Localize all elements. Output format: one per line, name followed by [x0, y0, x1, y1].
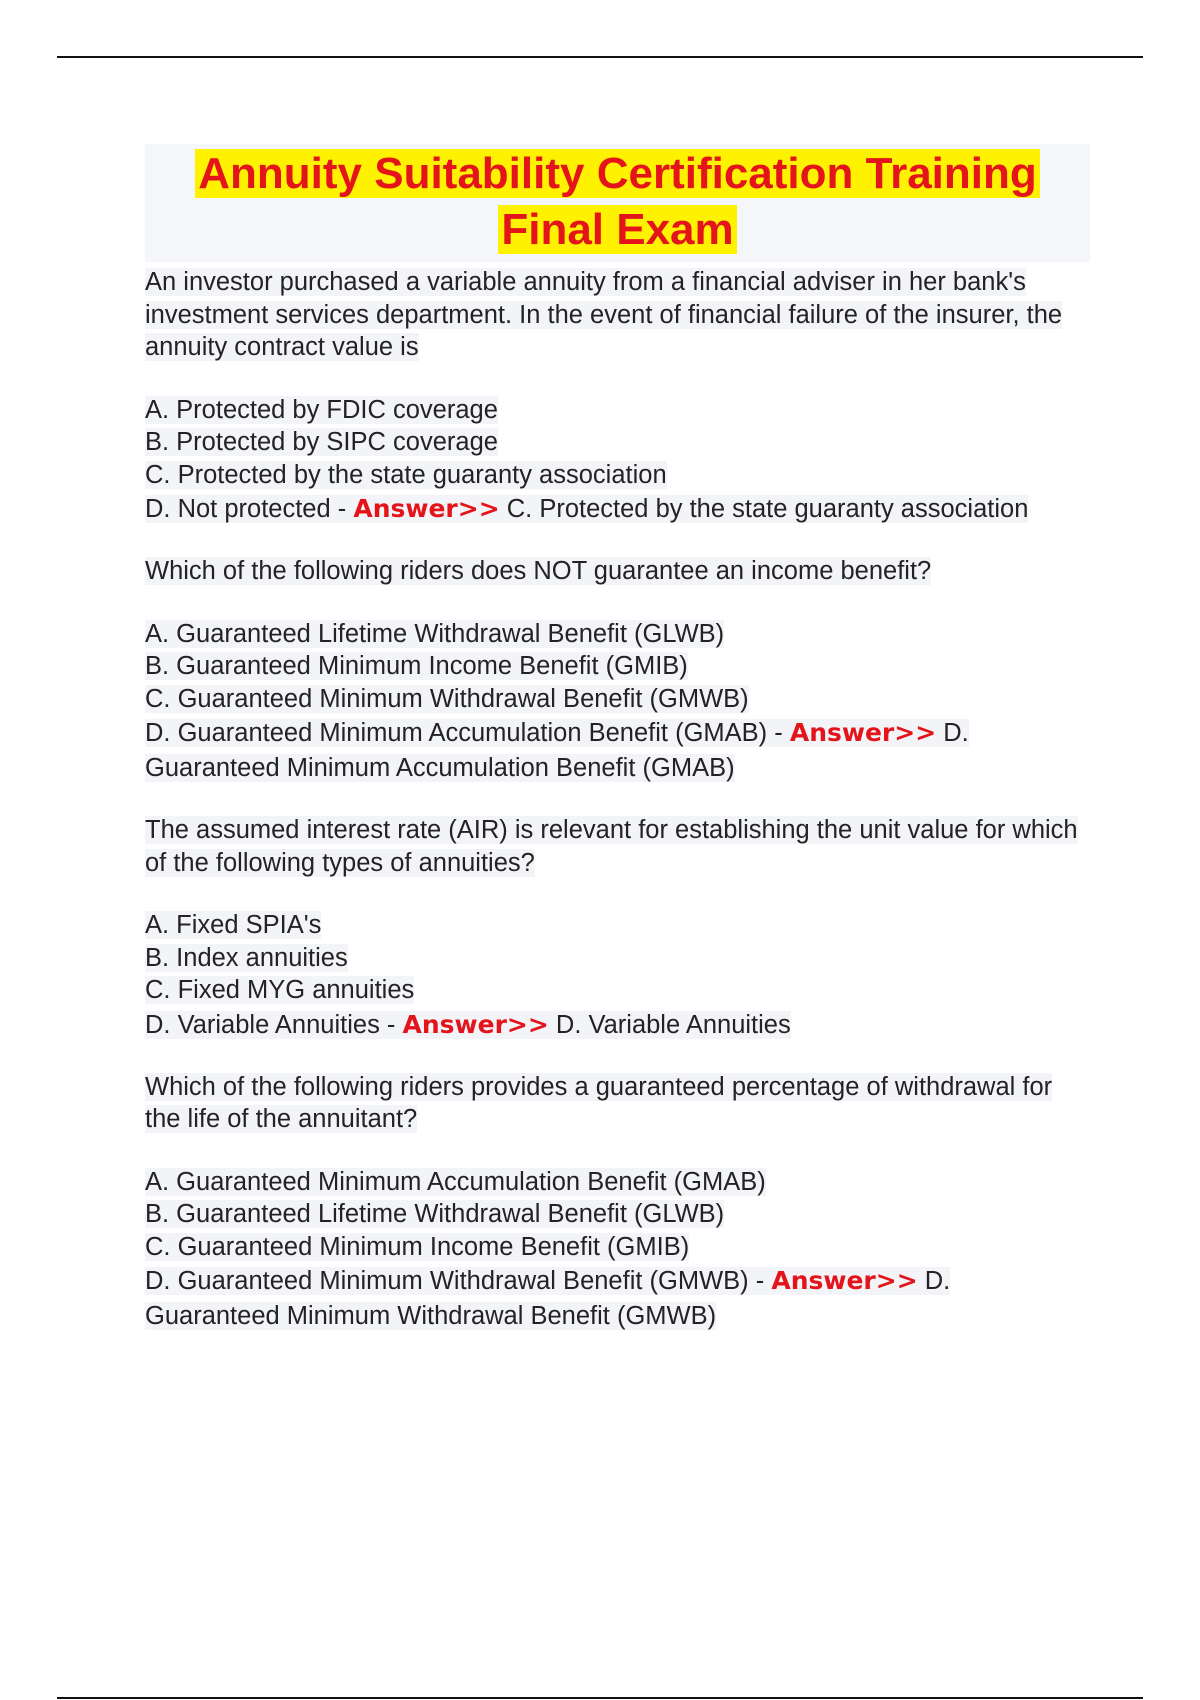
answer-label: Answer>>: [402, 1009, 549, 1039]
option-c: C. Guaranteed Minimum Withdrawal Benefit (GMWB): [145, 684, 749, 713]
question-text: The assumed interest rate (AIR) is relevant for establishing the unit value for which of the following types of annuities?: [145, 816, 1078, 877]
option-a: A. Guaranteed Minimum Accumulation Benefit (GMAB): [145, 1167, 766, 1196]
document-body: [145, 144, 1090, 1362]
option-b: B. Guaranteed Minimum Income Benefit (GMIB): [145, 652, 688, 680]
question-block-3: [145, 814, 1090, 1043]
bottom-rule: [57, 1697, 1143, 1699]
answer-text: D. Variable Annuities: [555, 1010, 791, 1039]
question-block-2: [145, 555, 1090, 786]
option-c: C. Guaranteed Minimum Income Benefit (GMIB): [145, 1232, 690, 1261]
option-d: D. Guaranteed Minimum Withdrawal Benefit (GMWB) -: [145, 1267, 765, 1295]
answer-label: Answer>>: [353, 494, 500, 523]
answer-label: Answer>>: [771, 1266, 918, 1295]
page-title: Annuity Suitability Certification Training Final Exam: [195, 149, 1040, 254]
option-d: D. Not protected -: [145, 495, 347, 523]
option-a: A. Guaranteed Lifetime Withdrawal Benefit (GLWB): [145, 619, 725, 648]
option-b: B. Guaranteed Lifetime Withdrawal Benefit (GLWB): [145, 1200, 725, 1228]
answer-label: Answer>>: [789, 718, 937, 747]
option-a: A. Protected by FDIC coverage: [145, 395, 498, 424]
option-c: C. Fixed MYG annuities: [145, 976, 415, 1004]
question-block-1: [145, 266, 1090, 527]
option-b: B. Protected by SIPC coverage: [145, 428, 498, 456]
title-block: [145, 144, 1090, 262]
option-a: A. Fixed SPIA's: [145, 911, 322, 939]
answer-text: C. Protected by the state guaranty association: [506, 495, 1029, 523]
option-d: D. Guaranteed Minimum Accumulation Benefit (GMAB) -: [145, 719, 783, 747]
top-rule: [57, 56, 1143, 58]
question-text: Which of the following riders does NOT guarantee an income benefit?: [145, 557, 932, 585]
option-b: B. Index annuities: [145, 943, 348, 972]
answer-text: D. Guaranteed Minimum Accumulation Benefit (GMAB): [145, 719, 969, 782]
question-text: An investor purchased a variable annuity from a financial adviser in her bank's investment services department. In the event of financial failure of the insurer, the annuity contract value is: [145, 268, 1063, 361]
question-block-4: [145, 1071, 1090, 1335]
option-d: D. Variable Annuities -: [145, 1010, 396, 1039]
option-c: C. Protected by the state guaranty association: [145, 460, 667, 489]
question-text: Which of the following riders provides a guaranteed percentage of withdrawal for the life of the annuitant?: [145, 1072, 1053, 1133]
answer-text: D. Guaranteed Minimum Withdrawal Benefit (GMWB): [145, 1267, 951, 1330]
